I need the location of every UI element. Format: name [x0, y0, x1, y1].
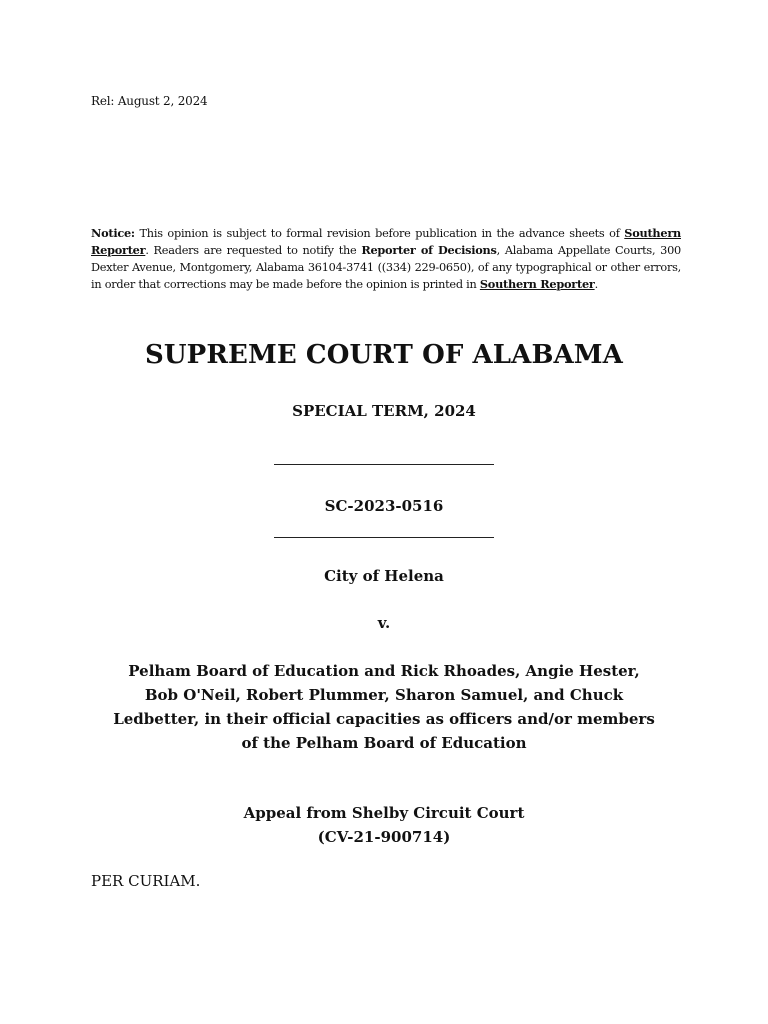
versus-label: v.: [377, 614, 391, 632]
notice-text-2: . Readers are requested to notify the: [145, 244, 362, 257]
notice-text-4: .: [594, 278, 598, 291]
notice-label: Notice:: [91, 226, 135, 240]
appellees-line: Bob O'Neil, Robert Plummer, Sharon Samuel, and Chuck: [144, 686, 624, 704]
notice-southern-reporter-1: Southern Reporter: [91, 226, 681, 257]
notice-paragraph: [91, 225, 681, 293]
per-curiam: PER CURIAM.: [91, 872, 201, 890]
appellees-line: Pelham Board of Education and Rick Rhoades, Angie Hester,: [128, 662, 640, 680]
appellees-line: of the Pelham Board of Education: [241, 734, 527, 752]
divider-top: [274, 464, 494, 465]
notice-text-1: This opinion is subject to formal revision before publication in the advance sheets of: [134, 227, 625, 240]
release-date: Rel: August 2, 2024: [91, 94, 208, 108]
notice-text-3: , Alabama Appellate Courts, 300 Dexter Avenue, Montgomery, Alabama 36104-3741 ((334) 229-0650), of any typographical or other errors, in order that corrections may be made before the opinion is printed in: [91, 244, 681, 291]
appellees-line: Ledbetter, in their official capacities as officers and/or members: [113, 710, 655, 728]
appellant-name: City of Helena: [324, 567, 444, 585]
docket-number: SC-2023-0516: [324, 497, 444, 515]
appeal-case-number: (CV-21-900714): [317, 828, 451, 846]
appeal-court: Appeal from Shelby Circuit Court: [243, 804, 525, 822]
appellees-block: [96, 659, 672, 755]
divider-bottom: [274, 537, 494, 538]
notice-southern-reporter-2: Southern Reporter: [479, 277, 595, 291]
appeal-info: [0, 801, 768, 849]
court-term: SPECIAL TERM, 2024: [292, 402, 476, 420]
court-name: SUPREME COURT OF ALABAMA: [145, 340, 623, 370]
notice-reporter-of-decisions: Reporter of Decisions: [361, 243, 497, 257]
